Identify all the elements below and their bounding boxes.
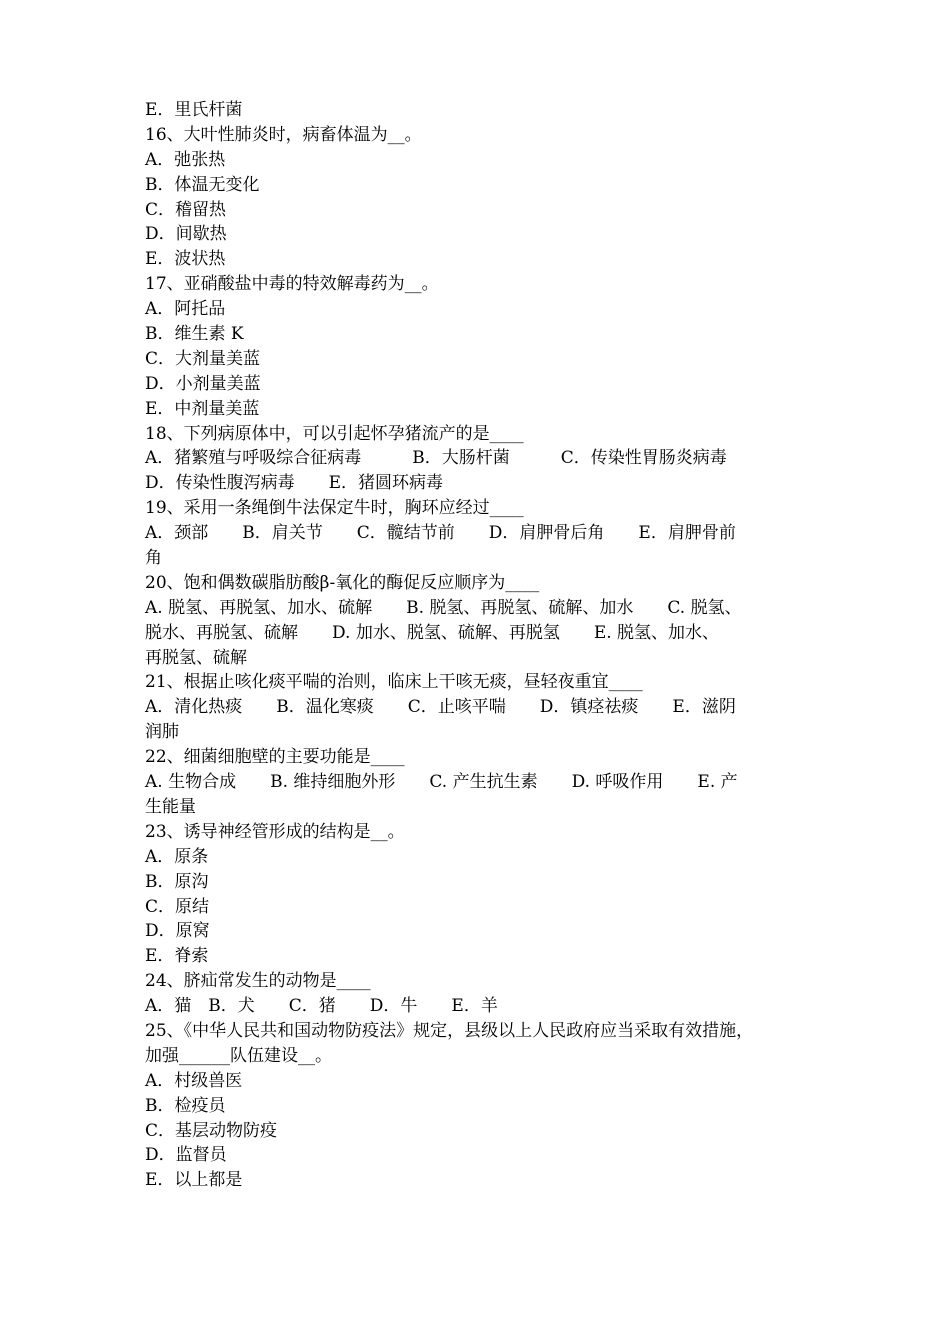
text-line: E．脊索 <box>145 946 209 967</box>
text-line: 18、下列病原体中，可以引起怀孕猪流产的是____ <box>145 423 524 444</box>
text-line: A．弛张热 <box>145 149 226 170</box>
text-line: 17、亚硝酸盐中毒的特效解毒药为__。 <box>145 274 439 295</box>
text-line: A．原条 <box>145 846 209 867</box>
text-line: E．中剂量美蓝 <box>145 398 260 419</box>
text-line: A．猪繁殖与呼吸综合征病毒 B．大肠杆菌 C．传染性胃肠炎病毒 <box>145 448 727 469</box>
text-line: 再脱氢、硫解 <box>145 647 247 668</box>
text-line: 21、根据止咳化痰平喘的治则，临床上干咳无痰，昼轻夜重宜____ <box>145 672 643 693</box>
text-line: 20、饱和偶数碳脂肪酸β-氧化的酶促反应顺序为____ <box>145 572 540 593</box>
text-line: A．阿托品 <box>145 299 226 320</box>
text-line: D．原窝 <box>145 921 210 942</box>
text-line: B．维生素 K <box>145 324 244 345</box>
text-line: E．以上都是 <box>145 1170 243 1191</box>
text-line: B．体温无变化 <box>145 174 260 195</box>
text-line: D．监督员 <box>145 1145 227 1166</box>
text-line: D．传染性腹泻病毒 E．猪圆环病毒 <box>145 473 444 494</box>
text-line: D．小剂量美蓝 <box>145 373 261 394</box>
text-line: 16、大叶性肺炎时，病畜体温为__。 <box>145 124 422 145</box>
text-line: 润肺 <box>145 722 179 743</box>
text-line: 生能量 <box>145 796 196 817</box>
text-line: B．检疫员 <box>145 1095 226 1116</box>
text-line: 25、《中华人民共和国动物防疫法》规定，县级以上人民政府应当采取有效措施， <box>145 1020 754 1041</box>
text-line: C．稽留热 <box>145 199 227 220</box>
text-line: A．猫 B．犬 C．猪 D．牛 E．羊 <box>145 996 498 1017</box>
text-line: A．村级兽医 <box>145 1070 243 1091</box>
text-line: E．里氏杆菌 <box>145 100 243 120</box>
text-line: 24、脐疝常发生的动物是____ <box>145 971 371 992</box>
text-line: A. 生物合成 B. 维持细胞外形 C. 产生抗生素 D. 呼吸作用 E. 产 <box>145 772 738 793</box>
text-line: 脱水、再脱氢、硫解 D. 加水、脱氢、硫解、再脱氢 E. 脱氢、加水、 <box>145 622 720 643</box>
text-line: C．原结 <box>145 896 210 917</box>
text-line: 22、细菌细胞壁的主要功能是____ <box>145 747 405 768</box>
document-page <box>145 98 810 1193</box>
text-line: 23、诱导神经管形成的结构是__。 <box>145 821 405 842</box>
text-line: C．基层动物防疫 <box>145 1120 278 1141</box>
text-line: A．颈部 B．肩关节 C．髋结节前 D．肩胛骨后角 E．肩胛骨前 <box>145 523 736 544</box>
text-line: 加强______队伍建设__。 <box>145 1045 332 1066</box>
text-line: 19、采用一条绳倒牛法保定牛时，胸环应经过____ <box>145 498 524 519</box>
text-line: A．清化热痰 B．温化寒痰 C．止咳平喘 D．镇痉祛痰 E．滋阴 <box>145 697 736 718</box>
text-line: A. 脱氢、再脱氢、加水、硫解 B. 脱氢、再脱氢、硫解、加水 C. 脱氢、 <box>145 597 742 618</box>
text-line: B．原沟 <box>145 871 209 892</box>
text-line: D．间歇热 <box>145 224 227 245</box>
text-line: C．大剂量美蓝 <box>145 348 261 369</box>
text-line: E．波状热 <box>145 249 226 270</box>
text-line: 角 <box>145 548 162 569</box>
